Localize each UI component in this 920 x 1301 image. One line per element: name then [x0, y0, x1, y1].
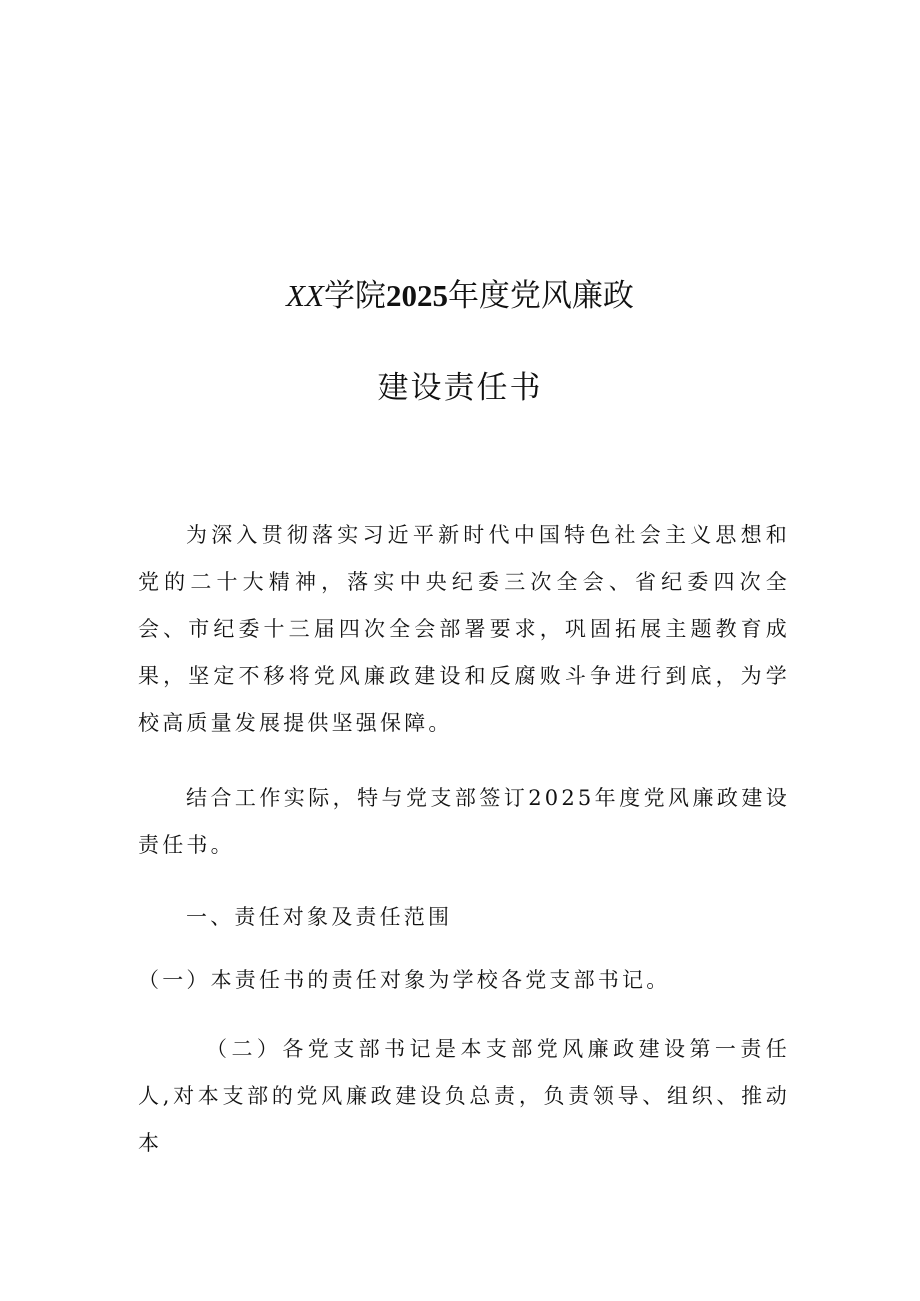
title-year: 2025: [385, 278, 448, 313]
title-school-placeholder: XX: [286, 278, 324, 313]
title-remainder: 年度党风廉政: [447, 278, 634, 314]
document-title-line-2: 建设责任书: [377, 370, 543, 406]
title-school-suffix: 学院: [323, 278, 386, 314]
clause-2: [138, 1026, 790, 1167]
document-title-line-1: [0, 276, 920, 316]
paragraph-text: 为深入贯彻落实习近平新时代中国特色社会主义思想和党的二十大精神，落实中央纪委三次全会、省纪委四次全会、市纪委十三届四次全会部署要求，巩固拓展主题教育成果，坚定不移将党风廉政建设和反腐败斗争进行到底，为学校高质量发展提供坚强保障。: [138, 523, 790, 735]
paragraph-text: 结合工作实际，特与党支部签订2025年度党风廉政建设责任书。: [138, 786, 790, 857]
clause-text: （二）各党支部书记是本支部党风廉政建设第一责任人,对本支部的党风廉政建设负总责，负责领导、组织、推动本: [138, 1037, 790, 1155]
clause-1: [138, 957, 790, 1004]
paragraph-intro: [138, 512, 790, 747]
section-heading-text: 一、责任对象及责任范围: [186, 905, 453, 929]
clause-text: （一）本责任书的责任对象为学校各党支部书记。: [138, 968, 671, 992]
paragraph-purpose: [138, 775, 790, 869]
section-heading-1: [138, 894, 790, 941]
